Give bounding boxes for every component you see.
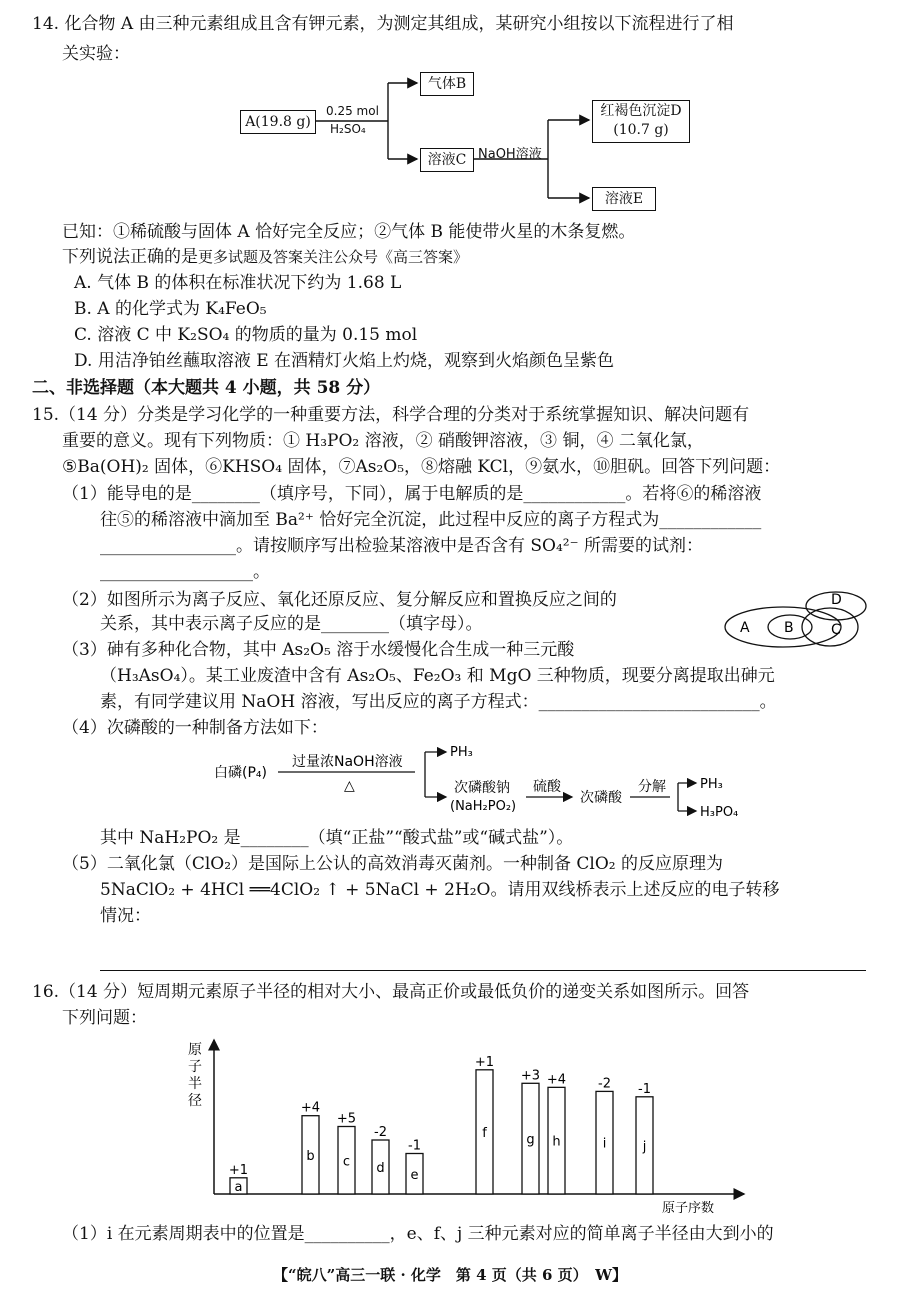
q14-option-a: A. 气体 B 的体积在标准状况下约为 1.68 L xyxy=(74,273,402,293)
bar-letter-c: c xyxy=(342,1154,351,1170)
bar-valence-h: +4 xyxy=(546,1072,567,1088)
flow-arrows xyxy=(0,0,900,230)
q14-stem-line2: 关实验： xyxy=(62,44,130,64)
bar-letter-e: e xyxy=(410,1167,419,1183)
q14-option-c: C. 溶液 C 中 K₂SO₄ 的物质的量为 0.15 mol xyxy=(74,325,418,345)
q15-line: （5）二氧化氯（ClO₂）是国际上公认的高效消毒灭菌剂。一种制备 ClO₂ 的反应原理为 xyxy=(62,854,724,874)
q14-option-b: B. A 的化学式为 K₄FeO₅ xyxy=(74,299,267,319)
page-footer: 【“皖八”高三一联 · 化学 第 4 页（共 6 页） W】 xyxy=(272,1266,628,1284)
q14-watermark: 更多试题及答案关注公众号《高三答案》 xyxy=(198,248,469,266)
bar-valence-j: -1 xyxy=(638,1081,651,1097)
bar-letter-f: f xyxy=(482,1125,487,1141)
ppt-d-mass: (10.7 g) xyxy=(613,122,669,138)
flow2-ph3-right: PH₃ xyxy=(700,777,723,792)
flow-box-a: A(19.8 g) xyxy=(240,110,316,134)
q15-line: 关系，其中表示离子反应的是________（填字母）。 xyxy=(100,614,483,634)
q14-ask-line xyxy=(62,245,468,269)
bar-letter-h: h xyxy=(552,1134,561,1150)
q14-known: 已知：①稀硫酸与固体 A 恰好完全反应；②气体 B 能使带火星的木条复燃。 xyxy=(62,222,636,242)
q15-line: 15.（14 分）分类是学习化学的一种重要方法，科学合理的分类对于系统掌握知识、解决问题有 xyxy=(32,405,750,425)
x-axis-label: 原子序数 xyxy=(662,1201,715,1216)
q15-line: ________________。请按顺序写出检验某溶液中是否含有 SO₄²⁻ 所需要的试剂： xyxy=(100,536,703,556)
bar-valence-a: +1 xyxy=(228,1162,249,1178)
flow-box-sol-e: 溶液E xyxy=(592,187,656,211)
q16-line2: 下列问题： xyxy=(62,1008,147,1028)
q15-line: 素，有同学建议用 NaOH 溶液，写出反应的离子方程式：__________________________。 xyxy=(100,692,777,712)
flow-box-sol-c: 溶液C xyxy=(420,148,474,172)
q16-line1: 16.（14 分）短周期元素原子半径的相对大小、最高正价或最低负价的递变关系如图所示。回答 xyxy=(32,982,750,1002)
venn-label-a: A xyxy=(740,620,750,636)
flow-box-gas-b: 气体B xyxy=(420,72,474,96)
flow2-decomp: 分解 xyxy=(638,779,666,795)
q14-option-d: D. 用洁净铂丝蘸取溶液 E 在酒精灯火焰上灼烧，观察到火焰颜色呈紫色 xyxy=(74,351,615,371)
bar-valence-g: +3 xyxy=(520,1068,541,1084)
bar-valence-e: -1 xyxy=(408,1138,421,1154)
bar-valence-c: +5 xyxy=(336,1111,357,1127)
venn-diagram xyxy=(718,584,878,660)
q15-line: （1）能导电的是________（填序号，下同），属于电解质的是____________。若将⑥的稀溶液 xyxy=(62,484,762,504)
q15-line: （3）砷有多种化合物，其中 As₂O₅ 溶于水缓慢化合生成一种三元酸 xyxy=(62,640,575,660)
flow2-heat: △ xyxy=(344,778,355,794)
q15-line: （4）次磷酸的一种制备方法如下： xyxy=(62,718,328,738)
bar-letter-d: d xyxy=(376,1161,385,1176)
bar-letter-j: j xyxy=(642,1139,647,1155)
flow2-reagent: 过量浓NaOH溶液 xyxy=(292,754,403,770)
bar-letter-i: i xyxy=(602,1136,607,1152)
venn-label-c: C xyxy=(831,622,841,638)
q15-line: __________________。 xyxy=(100,562,270,582)
q15-line: 情况： xyxy=(100,906,151,926)
bar-letter-g: g xyxy=(526,1132,535,1148)
y-axis-label: 原子半径 xyxy=(188,1042,202,1109)
q14-ask: 下列说法正确的是 xyxy=(62,247,198,267)
q15-line: 5NaClO₂ + 4HCl ══4ClO₂ ↑ + 5NaCl + 2H₂O。请用双线桥表示上述反应的电子转移 xyxy=(100,880,780,900)
bar-letter-b: b xyxy=(306,1148,315,1164)
hypophosphorous-flow xyxy=(210,738,770,826)
flow2-h3po4: H₃PO₄ xyxy=(700,805,739,820)
q15-line: 往⑤的稀溶液中滴加至 Ba²⁺ 恰好完全沉淀，此过程中反应的离子方程式为____________ xyxy=(100,510,762,530)
venn-label-b: B xyxy=(784,620,794,636)
venn-label-d: D xyxy=(831,592,842,608)
answer-line xyxy=(100,970,866,971)
flow-naoh-label: NaOH溶液 xyxy=(478,147,542,162)
flow2-salt-name: 次磷酸钠 xyxy=(454,780,510,796)
section-heading: 二、非选择题（本大题共 4 小题，共 58 分） xyxy=(32,378,381,398)
flow2-salt-formula: (NaH₂PO₂) xyxy=(450,799,517,814)
flow2-ph3-top: PH₃ xyxy=(450,745,473,760)
bar-valence-d: -2 xyxy=(374,1125,387,1140)
q15-line: ⑤Ba(OH)₂ 固体，⑥KHSO₄ 固体，⑦As₂O₅，⑧熔融 KCl，⑨氨水，⑩胆矾。回答下列问题： xyxy=(62,457,781,477)
q15-line: （2）如图所示为离子反应、氧化还原反应、复分解反应和置换反应之间的 xyxy=(62,590,617,610)
bar-valence-b: +4 xyxy=(300,1100,321,1116)
q15-line: 重要的意义。现有下列物质：① H₃PO₂ 溶液，② 硝酸钾溶液，③ 铜，④ 二氧化氯， xyxy=(62,431,704,451)
flow-reagent-top: 0.25 mol xyxy=(326,104,379,118)
q15-line: 其中 NaH₂PO₂ 是________（填“正盐”“酸式盐”或“碱式盐”）。 xyxy=(100,828,574,848)
q15-line: （H₃AsO₄）。某工业废渣中含有 As₂O₅、Fe₂O₃ 和 MgO 三种物质，现要分离提取出砷元 xyxy=(100,666,775,686)
flow2-acid: 硫酸 xyxy=(533,779,561,795)
flow-reagent-bottom: H₂SO₄ xyxy=(330,122,366,136)
q16-sub1: （1）i 在元素周期表中的位置是__________，e、f、j 三种元素对应的简单离子半径由大到小的 xyxy=(62,1224,774,1244)
bar-valence-i: -2 xyxy=(598,1076,611,1092)
flow2-hypo: 次磷酸 xyxy=(580,790,622,806)
bar-valence-f: +1 xyxy=(474,1054,495,1070)
bar-letter-a: a xyxy=(234,1179,243,1195)
flow2-start: 白磷(P₄) xyxy=(214,765,267,781)
atomic-radius-chart xyxy=(170,1030,760,1220)
q14-stem-line1: 14. 化合物 A 由三种元素组成且含有钾元素，为测定其组成，某研究小组按以下流程进行了相 xyxy=(32,14,734,34)
ppt-d-name: 红褐色沉淀D xyxy=(600,103,682,119)
